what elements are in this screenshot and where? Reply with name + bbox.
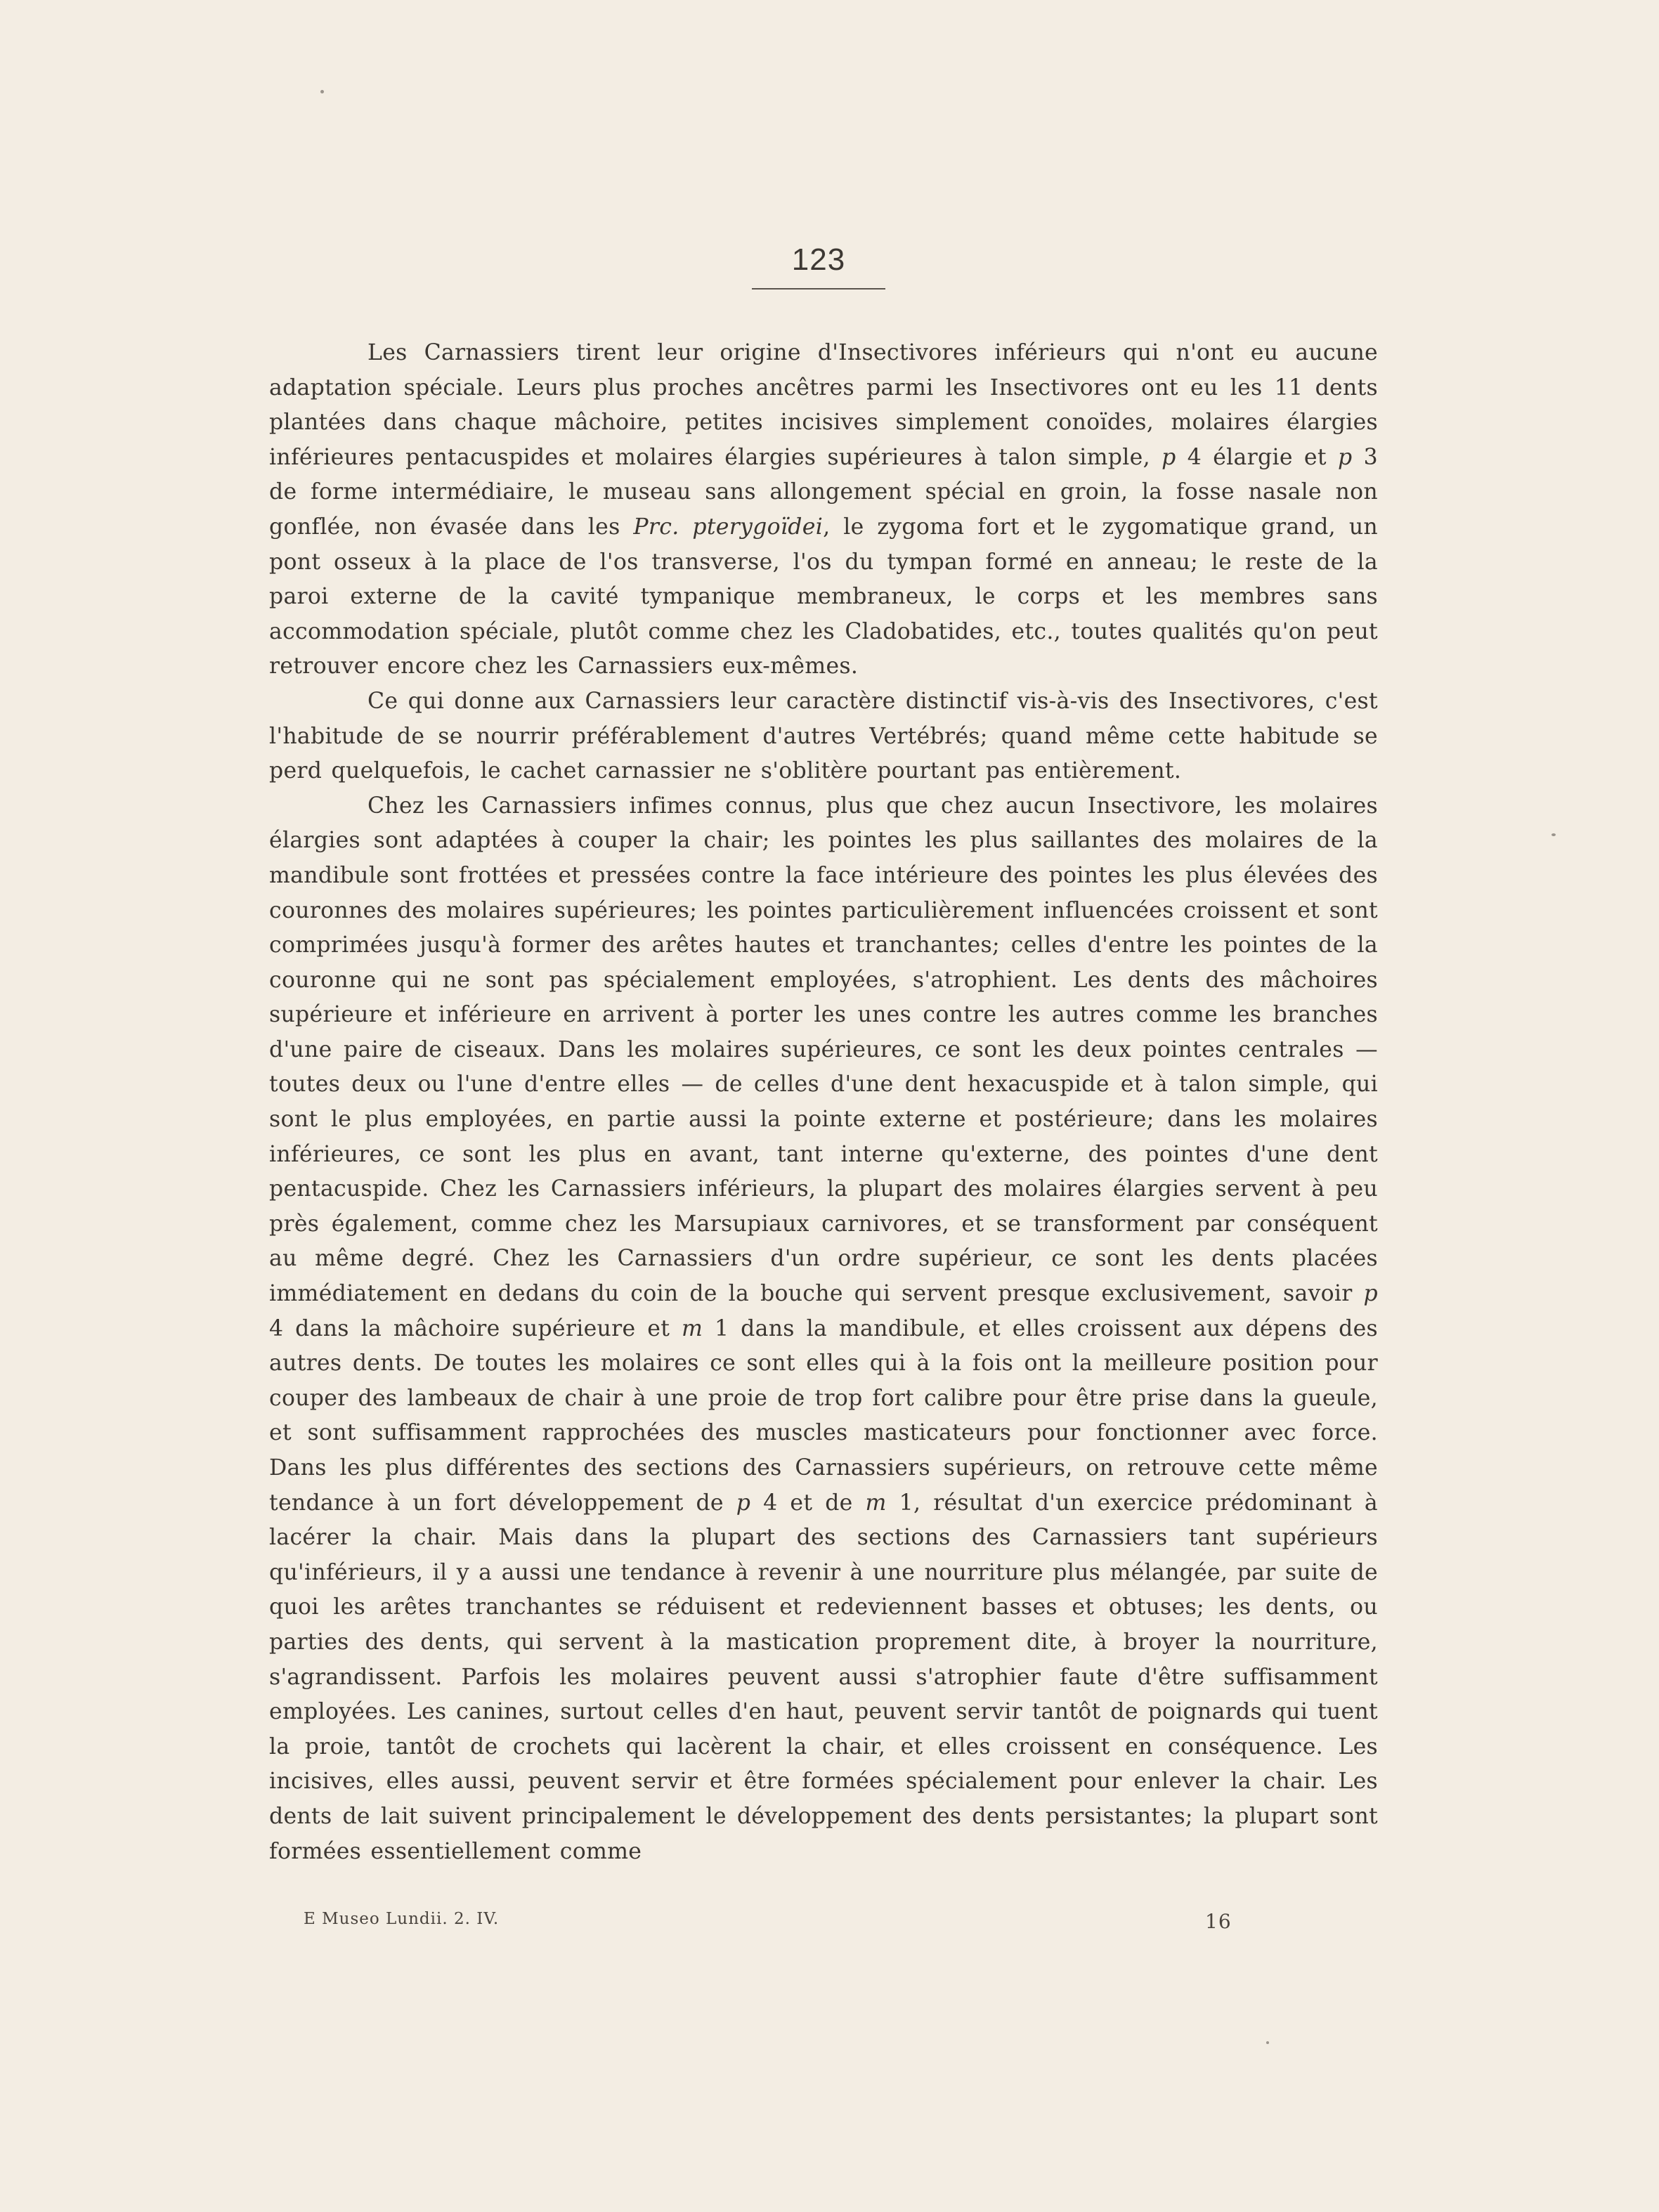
text-run: 3 de forme intermédiaire, le museau sans allongement spécial en groin, la fosse nasale non gonflée, non évasée dans les <box>269 444 1379 540</box>
paragraph-2 <box>269 684 1378 789</box>
text-run: 1 dans la mandibule, et elles croissent aux dépens des autres dents. De toutes les molaires ce sont elles qui à la fois ont la meilleure position pour couper des lambeaux de chair à une proie de trop fort calibre pour être prise dans la gueule, et sont suffisamment rapprochées des muscles masticateurs pour fonctionner avec force. Dans les plus différentes des sections des Carnassiers supérieurs, on retrouve cette même tendance à un fort développement de <box>269 1315 1378 1516</box>
text-run: Ce qui donne aux Carnassiers leur caractère distinctif vis-à-vis des Insectivores, c'est l'habitude de se nourrir préférablement d'autres Vertébrés; quand même cette habitude se perd quelquefois, le cachet carnassier ne s'oblitère pourtant pas entièrement. <box>269 688 1378 784</box>
paragraph-3 <box>269 789 1378 1869</box>
paragraph-1 <box>269 336 1378 684</box>
text-run: , le zygoma fort et le zygomatique grand, un pont osseux à la place de l'os transverse, l'os du tympan formé en anneau; le reste de la paroi externe de la cavité tympanique membraneux, le corps et les membres sans accommodation spéciale, plutôt comme chez les Cladobatides, etc., toutes qualités qu'on peut retrouver encore chez les Carnassiers eux-mêmes. <box>269 514 1378 679</box>
italic-term: p <box>1363 1281 1378 1307</box>
body-text <box>269 336 1378 1869</box>
page-number: 123 <box>791 242 846 277</box>
text-run: 1, résultat d'un exercice prédominant à lacérer la chair. Mais dans la plupart des sections des Carnassiers tant supérieurs qu'inférieurs, il y a aussi une tendance à revenir à une nourriture plus mélangée, par suite de quoi les arêtes tranchantes se réduisent et redeviennent basses et obtuses; les dents, ou parties des dents, qui servent à la mastication proprement dite, à broyer la nourriture, s'agrandissent. Parfois les molaires peuvent aussi s'atrophier faute d'être suffisamment employées. Les canines, surtout celles d'en haut, peuvent servir tantôt de poignards qui tuent la proie, tantôt de crochets qui lacèrent la chair, et elles croissent en conséquence. Les incisives, elles aussi, peuvent servir et être formées spécialement pour enlever la chair. Les dents de lait suivent principalement le développement des dents persistantes; la plupart sont formées essentiellement comme <box>269 1490 1378 1864</box>
italic-term: Prc. pterygoïdei <box>633 514 824 540</box>
italic-term: p <box>1162 444 1176 470</box>
text-run: 4 dans la mâchoire supérieure et <box>269 1315 682 1341</box>
italic-term: p <box>1338 444 1353 470</box>
paper-speck <box>1266 2041 1269 2044</box>
italic-term: p <box>736 1490 751 1516</box>
italic-term: m <box>681 1315 703 1341</box>
text-run: Les Carnassiers tirent leur origine d'Insectivores inférieurs qui n'ont eu aucune adaptation spéciale. Leurs plus proches ancêtres parmi les Insectivores ont eu les 11 dents plantées dans chaque mâchoire, petites incisives simplement conoïdes, molaires élargies inférieures pentacuspides et molaires élargies supérieures à talon simple, <box>269 340 1378 470</box>
text-run: 4 et de <box>750 1490 866 1516</box>
footer-signature: E Museo Lundii. 2. IV. <box>304 1910 500 1928</box>
text-run: 4 élargie et <box>1176 444 1339 470</box>
text-run: Chez les Carnassiers infimes connus, plus que chez aucun Insectivore, les molaires élargies sont adaptées à couper la chair; les pointes les plus saillantes des molaires de la mandibule sont frottées et pressées contre la face intérieure des pointes les plus élevées des couronnes des molaires supérieures; les pointes particulièrement influencées croissent et sont comprimées jusqu'à former des arêtes hautes et tranchantes; celles d'entre les pointes de la couronne qui ne sont pas spécialement employées, s'atrophient. Les dents des mâchoires supérieure et inférieure en arrivent à porter les unes contre les autres comme les branches d'une paire de ciseaux. Dans les molaires supérieures, ce sont les deux pointes centrales — toutes deux ou l'une d'entre elles — de celles d'une dent hexacuspide et à talon simple, qui sont le plus employées, en partie aussi la pointe externe et postérieure; dans les molaires inférieures, ce sont les plus en avant, tant interne qu'externe, des pointes d'une dent pentacuspide. Chez les Carnassiers inférieurs, la plupart des molaires élargies servent à peu près également, comme chez les Marsupiaux carnivores, et se transforment par conséquent au même degré. Chez les Carnassiers d'un ordre supérieur, ce sont les dents placées immédiatement en dedans du coin de la bouche qui servent presque exclusivement, savoir <box>269 793 1378 1307</box>
italic-term: m <box>865 1490 887 1516</box>
paper-speck <box>1551 833 1556 836</box>
page-footer <box>0 1910 1659 1938</box>
footer-sheet-number: 16 <box>1205 1910 1232 1933</box>
paper-speck <box>320 90 324 93</box>
page-number-rule <box>752 288 885 289</box>
